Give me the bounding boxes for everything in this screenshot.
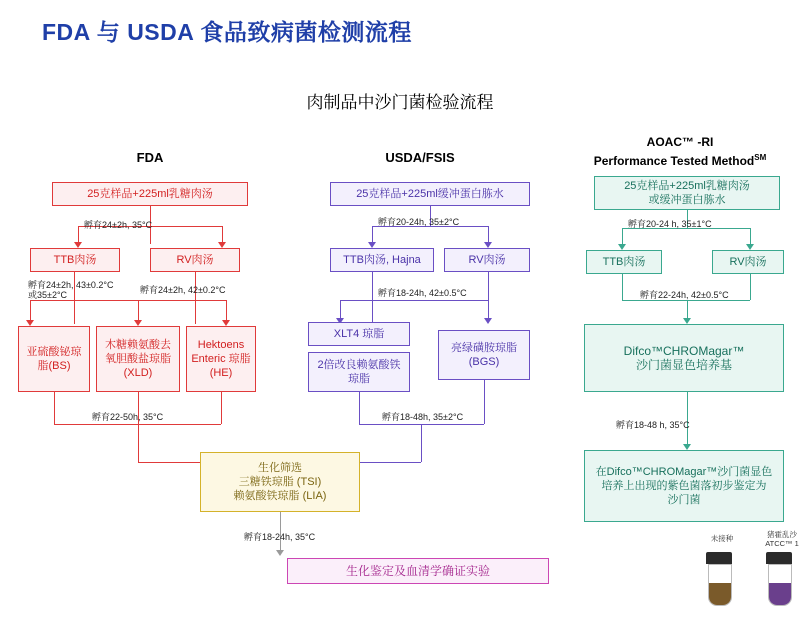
fda-step2a-box[interactable]: TTB肉汤 bbox=[30, 248, 120, 272]
column-header-fda: FDA bbox=[136, 150, 164, 165]
fda-step1-box[interactable]: 25克样品+225ml乳糖肉汤 bbox=[52, 182, 248, 206]
column-header-aoac-line2: Performance Tested Method℠ bbox=[593, 153, 767, 168]
usda-step2b-box[interactable]: RV肉汤 bbox=[444, 248, 530, 272]
biochem-line2: 三糖铁琼脂 (TSI) bbox=[238, 476, 322, 488]
biochem-line1: 生化筛选 bbox=[258, 462, 302, 474]
fda-step2b-box[interactable]: RV肉汤 bbox=[150, 248, 240, 272]
aoac-note3: 孵育18-48 h, 35°C bbox=[616, 420, 690, 430]
aoac-line-2b bbox=[750, 274, 751, 300]
vial-cap-2 bbox=[766, 552, 792, 564]
diagram-subtitle: 肉制品中沙门菌检验流程 bbox=[306, 93, 494, 112]
shared-final-box[interactable]: 生化鉴定及血清学确证实验 bbox=[287, 558, 549, 584]
aoac-step3-line1: Difco™CHROMagar™ bbox=[623, 344, 745, 358]
aoac-step4-line3: 沙门菌 bbox=[667, 494, 701, 506]
usda-step3a-box[interactable]: XLT4 琼脂 bbox=[308, 322, 410, 346]
fda-step3a-box[interactable]: 亚硫酸铋琼脂(BS) bbox=[18, 326, 90, 392]
usda-line-2a bbox=[372, 272, 373, 322]
vial-label-1: 未接种 bbox=[710, 534, 734, 543]
usda-arrow-2b bbox=[484, 318, 492, 324]
usda-line-3a bbox=[359, 392, 360, 424]
fda-step3b-box[interactable]: 木糖赖氨酸去氧胆酸盐琼脂(XLD) bbox=[96, 326, 180, 392]
aoac-step2b-box[interactable]: RV肉汤 bbox=[712, 250, 784, 274]
usda-step3b-box[interactable]: 2倍改良赖氨酸铁琼脂 bbox=[308, 352, 410, 392]
vial-body-2 bbox=[768, 564, 792, 606]
aoac-step4-line1: 在Difco™CHROMagar™沙门菌显色 bbox=[595, 466, 773, 478]
fda-to-shared-v bbox=[138, 424, 139, 462]
aoac-step4-line2: 培养上出现的紫色菌落初步鉴定为 bbox=[601, 480, 767, 492]
page-title: FDA 与 USDA 食品致病菌检测流程 bbox=[42, 19, 412, 45]
aoac-sm-sup: SM bbox=[754, 153, 767, 162]
fda-line-2b bbox=[195, 272, 196, 324]
aoac-step1-line2: 或缓冲蛋白胨水 bbox=[648, 194, 726, 206]
aoac-note2: 孵育22-24h, 42±0.5°C bbox=[640, 290, 729, 300]
usda-line-2b bbox=[488, 272, 489, 322]
aoac-note1: 孵育20-24 h, 35±1°C bbox=[628, 219, 712, 229]
fda-step3c-box[interactable]: Hektoens Enteric 琼脂(HE) bbox=[186, 326, 256, 392]
usda-note1: 孵育20-24h, 35±2°C bbox=[378, 217, 460, 227]
shared-arrow-final bbox=[276, 550, 284, 556]
aoac-step1-line1: 25克样品+225ml乳糖肉汤 bbox=[624, 180, 750, 192]
fda-note2a-line1: 孵育24±2h, 43±0.2°C bbox=[28, 280, 114, 290]
usda-step3c-box[interactable]: 亮绿磺胺琼脂(BGS) bbox=[438, 330, 530, 380]
fda-note2a-line2: 或35±2°C bbox=[28, 290, 68, 300]
fda-note2b: 孵育24±2h, 42±0.2°C bbox=[140, 285, 226, 295]
fda-line-3c bbox=[221, 392, 222, 424]
fda-note3: 孵育22-50h, 35°C bbox=[92, 412, 164, 422]
usda-note2: 孵育18-24h, 42±0.5°C bbox=[378, 288, 467, 298]
aoac-step2a-box[interactable]: TTB肉汤 bbox=[586, 250, 662, 274]
aoac-line-2a bbox=[622, 274, 623, 300]
aoac-step3-box[interactable] bbox=[584, 324, 784, 392]
column-header-aoac-line1: AOAC™ -RI bbox=[646, 135, 714, 149]
shared-biochem-note: 孵育18-24h, 35°C bbox=[244, 532, 316, 542]
fda-to-shared-h bbox=[138, 462, 200, 463]
usda-step1-box[interactable]: 25克样品+225ml缓冲蛋白胨水 bbox=[330, 182, 530, 206]
column-header-usda: USDA/FSIS bbox=[385, 150, 455, 165]
biochem-line3: 赖氨酸铁琼脂 (LIA) bbox=[233, 490, 327, 502]
shared-biochem-box[interactable] bbox=[200, 452, 360, 512]
usda-line-3b bbox=[484, 380, 485, 424]
aoac-step3-line2: 沙门菌显色培养基 bbox=[635, 358, 732, 372]
usda-note3: 孵育18-48h, 35±2°C bbox=[382, 412, 464, 422]
vial-cap-1 bbox=[706, 552, 732, 564]
fda-line-3a bbox=[54, 392, 55, 424]
usda-split-2 bbox=[340, 300, 488, 301]
aoac-step1-box[interactable] bbox=[594, 176, 780, 210]
usda-to-shared-h bbox=[360, 462, 421, 463]
vial-liquid-1 bbox=[709, 583, 731, 605]
fda-note1: 孵育24±2h, 35°C bbox=[84, 220, 153, 230]
column-header-aoac bbox=[575, 135, 785, 169]
vial-body-1 bbox=[708, 564, 732, 606]
usda-to-shared-v bbox=[421, 424, 422, 462]
usda-step2a-box[interactable]: TTB肉汤, Hajna bbox=[330, 248, 434, 272]
vial-liquid-2 bbox=[769, 583, 791, 605]
aoac-step4-box[interactable] bbox=[584, 450, 784, 522]
vial-label-2: 猪霍乱沙 ATCC™ 1 bbox=[765, 530, 799, 548]
